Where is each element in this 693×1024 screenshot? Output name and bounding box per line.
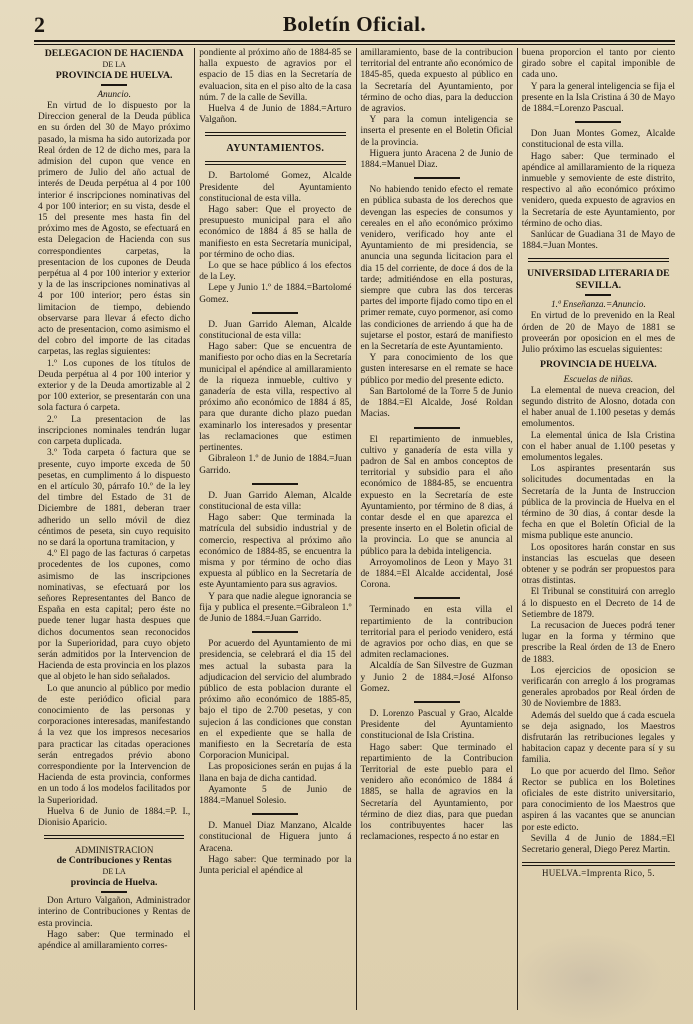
paragraph: Hago saber: Que terminado el apéndice al amillaramiento corres-: [38, 929, 191, 952]
paragraph: Hago saber: Que terminada la matrícula del subsidio industrial y de comercio, respectiva al próximo año económico de 1884-85, se encuentra la misma y por término de ocho dias expuesta al público en la Secretaría de este Ayuntamiento para sus agravios.: [199, 513, 352, 591]
paragraph: Hago saber: Que el proyecto de presupuesto municipal para el año económico de 1884 á 85 se halla de manifiesto en esta Secretaría municipal, por término de ocho dias.: [199, 205, 352, 260]
paragraph: En virtud de lo dispuesto por la Direccion general de la Deuda pública en su órden del 30 de Mayo próximo pasado, la misma ha sido autorizada por Real órden de 12 de dicho mes, para la admision del cupon que vence en primero de Julio del año actual de interés de Deuda perpétua al 4 por 100 interior é inscripciones nominativas del 4 por 100 interior; en su vista, desde el 15 del presente mes hasta fin del próximo mes de Agosto, se efectuará en esta Delegacion de Hacienda con sus correspondientes carpetas, la presentacion de los cupones de Deuda perpétua al 4 por 100 interior y exterior y la de las inscripciones nominativas al 4 por 100 interior; pero éstas sin limitacion de tiempo, debiendo observarse para llevar á efecto dicho acto de presentacion, como asimismo el del cobro del importe de las citadas carpetas, las reglas siguientes:: [38, 101, 191, 358]
paragraph: Y para que nadie alegue ignorancia se fija y publica el presente.=Gibraleon 1.º de Junio de 1884.=Juan Garrido.: [199, 591, 352, 624]
divider: [528, 258, 669, 262]
paragraph: Y para la comun inteligencia se inserta el presente en el Boletin Oficial de la provincia.: [360, 115, 513, 148]
paragraph: D. Juan Garrido Aleman, Alcalde constitucional de esta villa:: [199, 319, 352, 342]
signature: Alcaldía de San Silvestre de Guzman y Junio 2 de 1884.=José Alfonso Gomez.: [360, 661, 513, 694]
section-heading-sub: de Contribuciones y Rentas: [56, 855, 172, 867]
header-rule: [34, 40, 675, 42]
paragraph: Lo que se hace público á los efectos de la Ley.: [199, 261, 352, 283]
paragraph: Las proposiciones serán en pujas á la llana en baja de dicha cantidad.: [199, 762, 352, 784]
signature: Gibraleon 1.º de Junio de 1884.=Juan Garrido.: [199, 454, 352, 476]
divider: [585, 294, 611, 296]
text-columns: [34, 48, 679, 1010]
paragraph: La elemental de nueva creacion, del segundo distrito de Alosno, dotada con el haber anual de 1.100 pesetas y demás emolumentos.: [521, 385, 675, 430]
divider: [205, 161, 345, 165]
subsection-heading: PROVINCIA DE HUELVA.: [539, 359, 657, 371]
paragraph: 3.º Toda carpeta ó factura que se presente, cuyo importe exceda de 50 pesetas, en cumplimento á lo dispuesto en el artículo 30, párrafo 10.º de la ley del timbre del Estado de 31 de Diciembre de 1881, deberan traer adherido un sello móvil de diez céntimos de peseta, sin cuyo requisito no se dará la oportuna tramitacion, y: [38, 448, 191, 548]
signature: Sevilla 4 de Junio de 1884.=El Secretario general, Diego Perez Martin.: [521, 833, 675, 856]
paragraph: Los ejercicios de oposicion se verificarán con arreglo á los programas generales aprobados por Real órden de 30 de Noviembre de 1883.: [521, 665, 675, 710]
paragraph: Hago saber: Que terminado el apéndice al amillaramiento de la riqueza inmueble y semoviente de este distrito, respectivo al año económico próximo venidero, queda expuesto de agravios en la Secretaría de este Ayuntamiento, por término de ocho dias.: [521, 151, 675, 229]
divider: [414, 427, 460, 429]
divider: [252, 813, 298, 815]
signature: San Bartolomé de la Torre 5 de Junio de 1884.=El Alcalde, José Roldan Macias.: [360, 386, 513, 420]
divider: [414, 597, 460, 599]
divider: [252, 483, 298, 485]
footer-rule: [522, 862, 675, 866]
divider: [205, 132, 345, 136]
signature: Huelva 4 de Junio de 1884.=Arturo Valgañon.: [199, 104, 352, 126]
section-heading-sub: DE LA: [102, 59, 126, 69]
signature: Lepe y Junio 1.º de 1884.=Bartolomé Gomez.: [199, 283, 352, 305]
divider: [575, 121, 621, 123]
section-heading: ADMINISTRACION: [74, 845, 154, 856]
divider: [44, 835, 184, 839]
paragraph: 2.º La presentacion de las inscripciones nominales tendrán lugar con carpeta duplicada.: [38, 414, 191, 448]
paragraph: D. Manuel Diaz Manzano, Alcalde constitucional de Higuera junto á Aracena.: [199, 821, 352, 854]
page-header: [34, 8, 675, 42]
signature: Sanlúcar de Guadiana 31 de Mayo de 1884.=Juan Montes.: [521, 230, 675, 252]
printer-imprint: HUELVA.=Imprenta Rico, 5.: [541, 868, 655, 879]
paragraph: No habiendo tenido efecto el remate en pública subasta de los derechos que devengan las especies de consumos y cereales en el año económico próximo venidero, verificado hoy ante el Ayuntamiento de mi presidencia, se anuncia una segunda licitacion para el dia 15 del corriente, de doce á dos de la tarde; admitiéndose en ella posturas, siempre que cubra las dos terceras partes del importe fijado como tipo en el primer remate, cuyo pormenor, así como las condiciones de arriendo á que ha de sujetarse el postor, estará de manifiesto en la Secretaría de este Ayuntamiento.: [360, 185, 513, 353]
section-heading-sub: DE LA: [102, 866, 126, 876]
paragraph: pondiente al próximo año de 1884-85 se halla expuesto de agravios por el espacio de 15 dias en la Secretaría de evaluacion, sita en el piso alto de la casa núm. 7 de la calle de Sevilla.: [199, 48, 352, 103]
column-2: [195, 48, 356, 1010]
paragraph: Hago saber: Que terminado el repartimiento de la Contribucion Territorial de este pueblo para el venidero año económico de 1884 á 1885, se halla de agravios en la Secretaría del Ayuntamiento, por término de diez dias, para que puedan los contribuyentes hacer las reclamaciones, respecto á no estar en: [360, 742, 513, 843]
paragraph: D. Lorenzo Pascual y Grao, Alcalde Presidente del Ayuntamiento constitucional de Isla Cristina.: [360, 708, 513, 742]
paragraph: Los opositores harán constar en sus instancias las escuelas que deseen obtener y se podrán ser propuestos para otras distintas.: [521, 542, 675, 587]
paragraph: Lo que anuncio al público por medio de este periódico oficial para conocimiento de las personas y corporaciones interesadas, manifestando á la vez que los impresos necesarios para practicar las citadas operaciones serán entregados prévio abono correspondiente por la Intervencion de Hacienda de esta provincia, conformes en un todo á los modelos facilitados por la Superioridad.: [38, 683, 191, 806]
column-4: [518, 48, 679, 1010]
notice-type: 1.ª Enseñanza.=Anuncio.: [550, 300, 646, 311]
divider: [414, 701, 460, 703]
page-number: 2: [34, 12, 45, 37]
divider: [101, 84, 127, 86]
paragraph: Hago saber: Que terminado por la Junta pericial el apéndice al: [199, 854, 352, 876]
paragraph: Lo que por acuerdo del Ilmo. Señor Rector se publica en los Boletines oficiales de este distrito universitario, para conocimiento de los Maestros que aspiren á las vacantes que se anuncian por este edicto.: [521, 766, 675, 833]
paragraph: El repartimiento de inmuebles, cultivo y ganadería de esta villa y padron de Sal en ambos conceptos de territorial y subsidio para el año económico de 1884-85, se encuentra expuesto en la Secretaría de este Ayuntamiento, por término de 8 dias, á contar desde el en que aparezca el presente inserto en el Boletin oficial de la provincia. Lo que se anuncia al público para la debida inteligencia.: [360, 434, 513, 557]
paragraph: 4.º El pago de las facturas ó carpetas procedentes de los cupones, como asimismo de las inscripciones nominativas, se efectuará por los señores Representantes del Banco de España en esta capital; pero éste no puede tener lugar hasta despues que dichos documentos sean reconocidos por la Superioridad, para cuyo objeto serán admitidos por la Intervencion de Hacienda de esta provincia en los plazos que al objeto le han sido señalados.: [38, 549, 191, 683]
paragraph: D. Bartolomé Gomez, Alcalde Presidente del Ayuntamiento constitucional de esta villa.: [199, 171, 352, 204]
paragraph: El Tribunal se constituirá con arreglo á lo dispuesto en el Decreto de 14 de Setiembre de 1879.: [521, 587, 675, 620]
paragraph: D. Juan Garrido Aleman, Alcalde constitucional de esta villa:: [199, 490, 352, 512]
paragraph: La elemental única de Isla Cristina con el haber anual de 1.100 pesetas y emolumentos legales.: [521, 430, 675, 463]
divider: [101, 891, 127, 893]
section-heading-sub: provincia de Huelva.: [70, 876, 158, 888]
notice-type: Anuncio.: [97, 90, 131, 100]
section-heading: AYUNTAMIENTOS.: [226, 143, 325, 155]
paragraph: amillaramiento, base de la contribucion territorial del entrante año económico de 1845-85, queda expuesto al público en la Secretaría del Ayuntamiento, por término de ocho dias, para la deduccion de agravios.: [360, 48, 513, 115]
paragraph: Hago saber: Que se encuentra de manifiesto por ocho dias en la Secretaría municipal el apéndice al amillaramiento de la riqueza inmueble, cultivo y ganadería de esta villa, respectivo al próximo año económico de 1884 á 85, para que durante dicho plazo puedan examinarlo los interesados y presentar las reclamaciones que estimen pertinentes.: [199, 342, 352, 454]
signature: Arroyomolinos de Leon y Mayo 31 de 1884.=El Alcalde accidental, José Corona.: [360, 557, 513, 591]
paragraph: buena proporcion el tanto por ciento girado sobre el capital imponible de cada uno.: [521, 48, 675, 81]
masthead-title: Boletín Oficial.: [282, 12, 427, 36]
paragraph: Terminado en esta villa el repartimiento de la contribucion territorial para el periodo venidero, está de agravios por ocho dias, en que se admiten reclamaciones.: [360, 605, 513, 661]
subsection-heading-sub: Escuelas de niñas.: [563, 374, 634, 385]
paragraph: Y para la general inteligencia se fija el presente en la Isla Cristina á 30 de Mayo de 1884.=Lorenzo Pascual.: [521, 81, 675, 115]
column-1: [34, 48, 195, 1010]
signature: Higuera junto Aracena 2 de Junio de 1884.=Manuel Diaz.: [360, 148, 513, 171]
paragraph: En virtud de lo prevenido en la Real órden de 20 de Mayo de 1881 se proveerán por oposicion en el mes de Julio próximo las escuelas siguientes:: [521, 311, 675, 356]
paragraph: Los aspirantes presentarán sus solicitudes documentadas en la Secretaría de la Junta de Instruccion pública de la provincia de Huelva en el término de 30 dias, á contar desde la fecha en que el Boletín Oficial de la misma publique este anuncio.: [521, 464, 675, 542]
section-heading-sub: SEVILLA.: [575, 279, 622, 291]
paragraph: 1.º Los cupones de los títulos de Deuda perpétua al 4 por 100 interior y exterior y de la Deuda amortizable al 2 por 100 exterior, se presentarán con una sola factura ó carpeta.: [38, 358, 191, 414]
paragraph: La recusacion de Jueces podrá tener lugar en la forma y término que prescribe la Real órden de 13 de Enero de 1883.: [521, 621, 675, 665]
paragraph: Don Juan Montes Gomez, Alcalde constitucional de esta villa.: [521, 129, 675, 151]
paragraph: Por acuerdo del Ayuntamiento de mi presidencia, se celebrará el dia 15 del mes actual la subasta para la adjudicacion del servicio del alumbrado público de esta poblacion durante el próximo año económico de 1885-85, bajo el tipo de 2.700 pesetas, y con sujecion á las condiciones que constan en el expediente que se halla de manifiesto en la Secretaría de esta Corporacion Municipal.: [199, 639, 352, 762]
column-3: [357, 48, 518, 1010]
signature: Huelva 6 de Junio de 1884.=P. I., Dionisio Aparicio.: [38, 806, 191, 828]
section-heading: UNIVERSIDAD LITERARIA DE: [527, 268, 670, 280]
section-heading-sub: PROVINCIA DE HUELVA.: [55, 69, 173, 81]
signature: Ayamonte 5 de Junio de 1884.=Manuel Solesio.: [199, 784, 352, 806]
divider: [252, 312, 298, 314]
divider: [252, 631, 298, 633]
section-heading: DELEGACION DE HACIENDA: [44, 48, 184, 59]
paragraph: Además del sueldo que á cada escuela se deja asignado, los Maestros disfrutarán las retribuciones legales y habitacion capaz y decente para sí y su familia.: [521, 710, 675, 766]
divider: [414, 177, 460, 179]
paragraph: Don Arturo Valgañon, Administrador interino de Contribuciones y Rentas de esta provincia.: [38, 896, 191, 929]
paragraph: Y para conocimiento de los que gusten interesarse en el remate se hace público por medio del presente edicto.: [360, 353, 513, 386]
header-rule-thin: [34, 44, 675, 45]
